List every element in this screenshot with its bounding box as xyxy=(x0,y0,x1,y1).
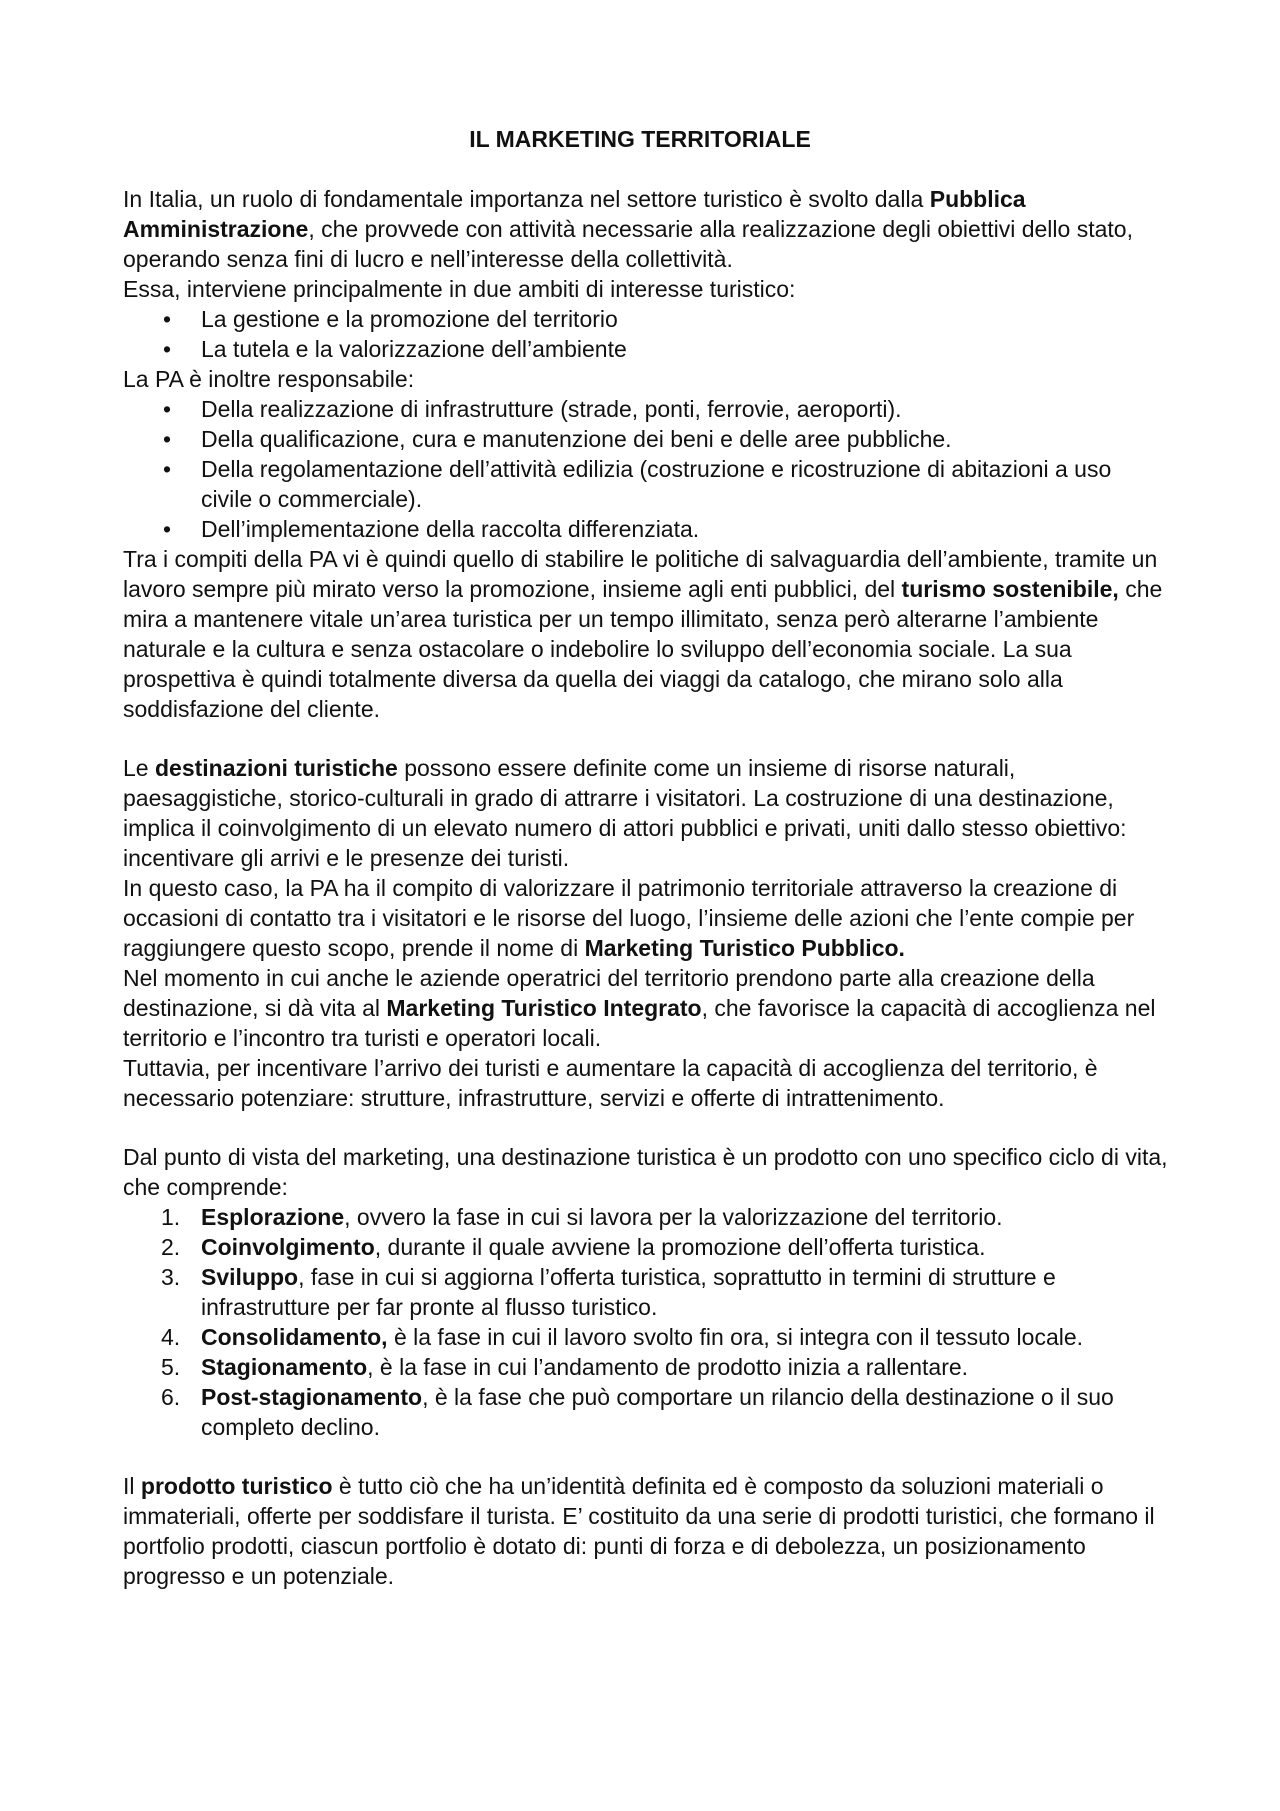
list-item: • Dell’implementazione della raccolta differenziata. xyxy=(123,514,1168,544)
paragraph-gap xyxy=(123,1442,1168,1471)
paragraph-incentives: Tuttavia, per incentivare l’arrivo dei turisti e aumentare la capacità di accoglienza del territorio, è necessario potenziare: strutture, infrastrutture, servizi e offerte di intrattenimento. xyxy=(123,1055,1098,1111)
paragraph-pa-role: In Italia, un ruolo di fondamentale importanza nel settore turistico è svolto dalla Pubblica Amministrazione, che provvede con attività necessarie alla realizzazione degli obiettivi dello stato, operando senza fini di lucro e nell’interesse della collettività. xyxy=(123,186,1133,272)
list-item: 5. Stagionamento, è la fase in cui l’andamento de prodotto inizia a rallentare. xyxy=(161,1354,969,1380)
document-body xyxy=(123,184,1168,1591)
list-item: • Della regolamentazione dell’attività edilizia (costruzione e ricostruzione di abitazioni a uso civile o commerciale). xyxy=(123,454,1168,514)
list-item: • Della realizzazione di infrastrutture (strade, ponti, ferrovie, aeroporti). xyxy=(123,394,1168,424)
bold-term: prodotto turistico xyxy=(140,1473,333,1499)
list-item: • Della qualificazione, cura e manutenzione dei beni e delle aree pubbliche. xyxy=(123,424,1168,454)
paragraph-responsibility: La PA è inoltre responsabile: xyxy=(123,366,415,392)
paragraph-public-marketing: In questo caso, la PA ha il compito di valorizzare il patrimonio territoriale attraverso la creazione di occasioni di contatto tra i visitatori e le risorse del luogo, l’insieme delle azioni che l’ente compie per raggiungere questo scopo, prende il nome di Marketing Turistico Pubblico. xyxy=(123,875,1135,961)
bold-term: destinazioni turistiche xyxy=(154,755,398,781)
list-item: 4. Consolidamento, è la fase in cui il lavoro svolto fin ora, si integra con il tessuto locale. xyxy=(161,1324,1084,1350)
list-item: 6. Post-stagionamento, è la fase che può comportare un rilancio della destinazione o il suo completo declino. xyxy=(161,1384,1114,1440)
list-item: 1. Esplorazione, ovvero la fase in cui si lavora per la valorizzazione del territorio. xyxy=(161,1204,1003,1230)
list-item: 3. Sviluppo, fase in cui si aggiorna l’offerta turistica, soprattutto in termini di strutture e infrastrutture per far pronte al flusso turistico. xyxy=(161,1264,1056,1320)
numbered-list-life-cycle xyxy=(123,1202,1168,1442)
bullet-list-responsibilities xyxy=(123,394,1168,544)
paragraph-sustainable-tourism: Tra i compiti della PA vi è quindi quello di stabilire le politiche di salvaguardia dell’ambiente, tramite un lavoro sempre più mirato verso la promozione, insieme agli enti pubblici, del turismo sostenibile, che mira a mantenere vitale un’area turistica per un tempo illimitato, senza però alterarne l’ambiente naturale e la cultura e senza ostacolare o indebolire lo sviluppo dell’economia sociale. La sua prospettiva è quindi totalmente diversa da quella dei viaggi da catalogo, che mirano solo alla soddisfazione del cliente. xyxy=(123,546,1163,722)
paragraph-gap xyxy=(123,724,1168,753)
paragraph-integrated-marketing: Nel momento in cui anche le aziende operatrici del territorio prendono parte alla creazione della destinazione, si dà vita al Marketing Turistico Integrato, che favorisce la capacità di accoglienza nel territorio e l’incontro tra turisti e operatori locali. xyxy=(123,965,1156,1051)
document-title: IL MARKETING TERRITORIALE xyxy=(469,126,811,152)
list-item: • La tutela e la valorizzazione dell’ambiente xyxy=(123,334,1168,364)
paragraph-gap xyxy=(123,1113,1168,1142)
bold-term: Pubblica Amministrazione xyxy=(123,186,1026,242)
bold-term: Marketing Turistico Integrato xyxy=(386,995,702,1021)
bullet-list-ambiti xyxy=(123,304,1168,364)
paragraph-tourism-product: Il prodotto turistico è tutto ciò che ha un’identità definita ed è composto da soluzioni materiali o immateriali, offerte per soddisfare il turista. E’ costituito da una serie di prodotti turistici, che formano il portfolio prodotti, ciascun portfolio è dotato di: punti di forza e di debolezza, un posizionamento progresso e un potenziale. xyxy=(123,1473,1155,1589)
bold-term: Marketing Turistico Pubblico. xyxy=(584,935,905,961)
bold-term: turismo sostenibile, xyxy=(901,576,1119,602)
paragraph-destinations: Le destinazioni turistiche possono essere definite come un insieme di risorse naturali, paesaggistiche, storico-culturali in grado di attrarre i visitatori. La costruzione di una destinazione, implica il coinvolgimento di un elevato numero di attori pubblici e privati, uniti dallo stesso obiettivo: incentivare gli arrivi e le presenze dei turisti. xyxy=(123,755,1127,871)
list-item: 2. Coinvolgimento, durante il quale avviene la promozione dell’offerta turistica. xyxy=(161,1234,986,1260)
paragraph-life-cycle: Dal punto di vista del marketing, una destinazione turistica è un prodotto con uno specifico ciclo di vita, che comprende: xyxy=(123,1144,1168,1200)
paragraph-intervention: Essa, interviene principalmente in due ambiti di interesse turistico: xyxy=(123,276,796,302)
list-item: • La gestione e la promozione del territorio xyxy=(123,304,1168,334)
